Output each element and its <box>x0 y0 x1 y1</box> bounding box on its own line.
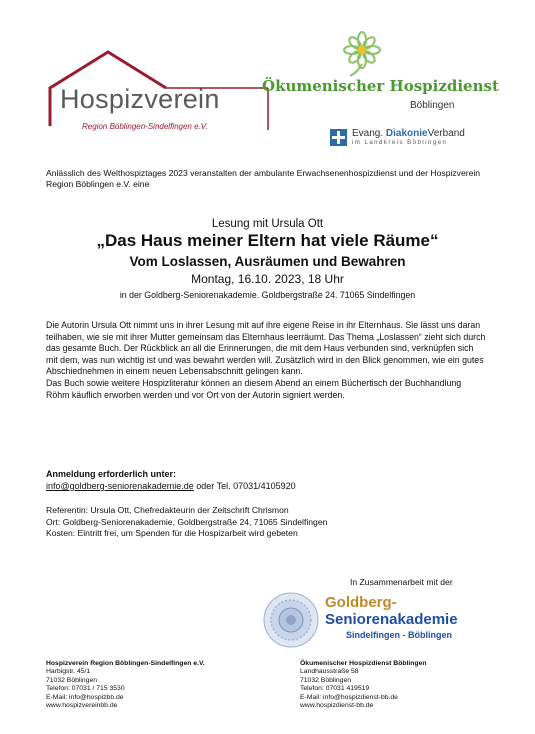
diakonie-logo <box>330 128 510 150</box>
event-subtitle: Vom Loslassen, Ausräumen und Bewahren <box>129 254 406 269</box>
flower-icon <box>332 30 392 78</box>
hospizverein-title: Hospizverein <box>60 84 220 114</box>
goldberg-line2: Seniorenakademie <box>325 611 458 628</box>
oekumenisch-subtitle: Böblingen <box>410 100 455 111</box>
footer-hospizverein <box>46 660 266 710</box>
footer-hospizdienst <box>300 660 510 710</box>
goldberg-line3: Sindelfingen - Böblingen <box>346 630 452 640</box>
registration-contact <box>46 480 486 492</box>
footer-left-line: Harbigstr. 45/1 <box>46 668 91 676</box>
footer-right-line: Landhausstraße 58 <box>300 668 359 676</box>
goldberg-line1: Goldberg- <box>325 594 397 611</box>
diakonie-subtitle: im Landkreis Böblingen <box>352 140 448 146</box>
cooperation-note: In Zusammenarbeit mit der <box>350 577 453 587</box>
event-kind: Lesung mit Ursula Ott <box>211 218 324 230</box>
oekumenischer-hospizdienst-logo <box>262 30 502 120</box>
footer-right-name: Ökumenischer Hospizdienst Böblingen <box>300 660 427 667</box>
event-title: „Das Haus meiner Eltern hat viele Räume“ <box>96 231 439 250</box>
footer-left-line: 71032 Böblingen <box>46 676 98 684</box>
intro-text: Anlässlich des Welthospiztages 2023 veranstalten der ambulante Erwachsenenhospizdienst und der Hospizverein Region Böblingen e.V. eine <box>46 168 481 189</box>
description-paragraph: Das Buch sowie weitere Hospizliteratur können an diesem Abend an einem Büchertisch der Buchhandlung Röhm käuflich erworben werden und vor Ort von der Autorin signiert werden. <box>46 377 462 400</box>
goldberg-logo <box>262 589 502 649</box>
registration-heading: Anmeldung erforderlich unter: <box>46 469 177 479</box>
registration <box>46 468 486 492</box>
hospizverein-logo <box>46 48 276 136</box>
detail-referentin: Referentin: Ursula Ott, Chefredakteurin der Zeitschrift Chrismon <box>46 505 289 515</box>
event-date: Montag, 16.10. 2023, 18 Uhr <box>191 272 344 286</box>
footer-right-line: www.hospizdienst-bb.de <box>300 702 374 710</box>
diakonie-cross-icon <box>330 129 347 146</box>
footer-right-line: Telefon: 07031 419519 <box>300 685 370 693</box>
footer-left-line: www.hospizvereinbb.de <box>46 702 118 710</box>
detail-ort: Ort: Goldberg-Seniorenakademie, Goldbergstraße 24, 71065 Sindelfingen <box>46 516 328 527</box>
footer-left-name: Hospizverein Region Böblingen-Sindelfingen e.V. <box>46 660 205 667</box>
registration-phone: oder Tel. 07031/4105920 <box>193 481 296 491</box>
diakonie-name: Evang. DiakonieVerband <box>352 128 465 139</box>
detail-kosten: Kosten: Eintritt frei, um Spenden für die Hospizarbeit wird gebeten <box>46 528 298 539</box>
footer-right-line: 71032 Böblingen <box>300 676 352 684</box>
footer-left-line: E-Mail: info@hospizbb.de <box>46 693 124 701</box>
footer-left-line: Telefon: 07031 / 715 3530 <box>46 685 125 693</box>
event-place: in der Goldberg-Seniorenakademie. Goldbergstraße 24. 71065 Sindelfingen <box>119 290 416 300</box>
hospizverein-subtitle: Region Böblingen-Sindelfingen e.V. <box>82 122 208 131</box>
oekumenisch-title: Ökumenischer Hospizdienst <box>262 77 499 95</box>
globe-seal-icon <box>262 591 320 649</box>
registration-email-link[interactable]: info@goldberg-seniorenakademie.de <box>46 481 194 491</box>
event-details <box>46 505 496 540</box>
footer-right-line: E-Mail: info@hospizdienst-bb.de <box>300 693 398 701</box>
description-paragraph: Die Autorin Ursula Ott nimmt uns in ihrer Lesung mit auf ihre eigene Reise in ihr Elternhaus. Sie lässt uns daran teilhaben, wie sie mit ihrer Mutter gemeinsam das Elternhaus leerräumt. Das Thema „Loslassen“ zieht sich durch das gesamte Buch. Der Rückblick an all die Erinnerungen, die mit dem Haus verbunden sind, verknüpfen sich mit dem, was nun wichtig ist und was bewahrt werden will. Zusätzlich wird in den Blick genommen, wie ein gutes Abschiednehmen in einem neuen Lebensabschnitt gelingen kann. <box>46 320 486 377</box>
event-description <box>46 320 486 401</box>
